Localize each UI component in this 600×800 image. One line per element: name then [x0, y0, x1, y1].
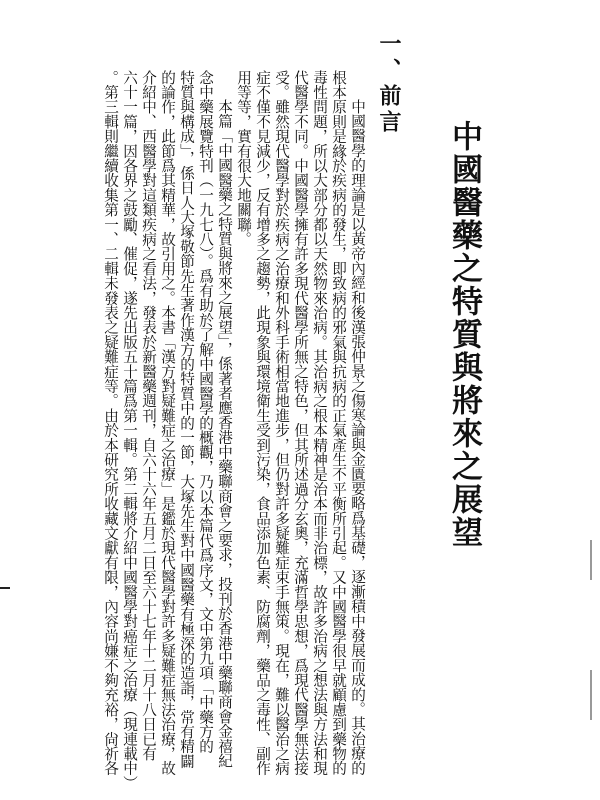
text-line: 代醫學不同。中國醫學擁有許多現代醫學所無之特色，但其所述過分玄奧，充滿哲學思想，爲現代醫學無法接	[292, 70, 309, 776]
margin-mark	[0, 587, 10, 589]
body-text	[101, 70, 367, 790]
text-line: 特質與構成」，係日人大塚敬節先生著作漢方的特質中的一節，大塚先生對中國醫藥有極深的造詣，常有精闢	[178, 70, 195, 769]
text-line: 用等等，實有很大地關聯。	[235, 70, 252, 247]
text-line: 症不僅不見減少，反有增多之趨勢，此現象與環境衛生受到污染，食品添加色素、防腐劑，藥品之毒性、副作	[254, 70, 271, 776]
page-title: 中國醫藥之特質與將來之展望	[446, 120, 482, 549]
margin-mark-right	[590, 670, 592, 720]
text-line: 介紹中、西醫學對這類疾病之看法，發表於新醫藥週刊，自六十六年五月二日至六十七年十二月十八日已有	[140, 70, 157, 761]
margin-mark-right	[590, 540, 592, 580]
text-line: 受。雖然現代醫學對於疾病之治療和外科手術相當地進步，但仍對許多疑難症束手無策。現在，難以醫治之病	[273, 70, 290, 776]
text-line: 毒性問題，所以大部分都以天然物來治病。其治病之根本精神是治本而非治標，故許多治病之想法與方法和現	[311, 70, 328, 776]
text-line: 的論作，此節爲其精華，故引用之。本書「漢方對疑難症之治療」是鑑於現代醫學對許多疑難症無法治療，故	[159, 70, 176, 776]
section-heading: 一、前言	[376, 32, 402, 136]
text-line: 六十一篇，因各界之鼓勵、催促，遂先出版五十篇爲第一輯。第二輯將介紹中國醫學對癌症之治療（現連載中）	[121, 70, 138, 791]
text-line: 。第三輯則繼續收集第一、二輯未發表之疑難症等。由於本研究所收藏文獻有限，內容尚嫌不夠充裕，尙祈各	[102, 70, 119, 776]
text-line: 中國醫學的理論是以黃帝內經和後漢張仲景之傷寒論與金匱要略爲基礎，逐漸積中發展而成的。其治療的	[349, 99, 366, 776]
text-line: 根本原則是緣於疾病的發生，即致病的邪氣與抗病的正氣產生不平衡所引起。又中國醫學很早就顧慮到藥物的	[330, 70, 347, 776]
text-line: 本篇「中國醫藥之特質與將來之展望」，係著者應香港中藥聯商會之要求，投刊於香港中藥聯商會金禧紀	[216, 99, 233, 768]
text-line: 念中藥展覽特刊（一九七八）。爲有助於了解中國醫學的概觀，乃以本篇代爲序文，文中第九項「中藥方的	[197, 70, 214, 754]
